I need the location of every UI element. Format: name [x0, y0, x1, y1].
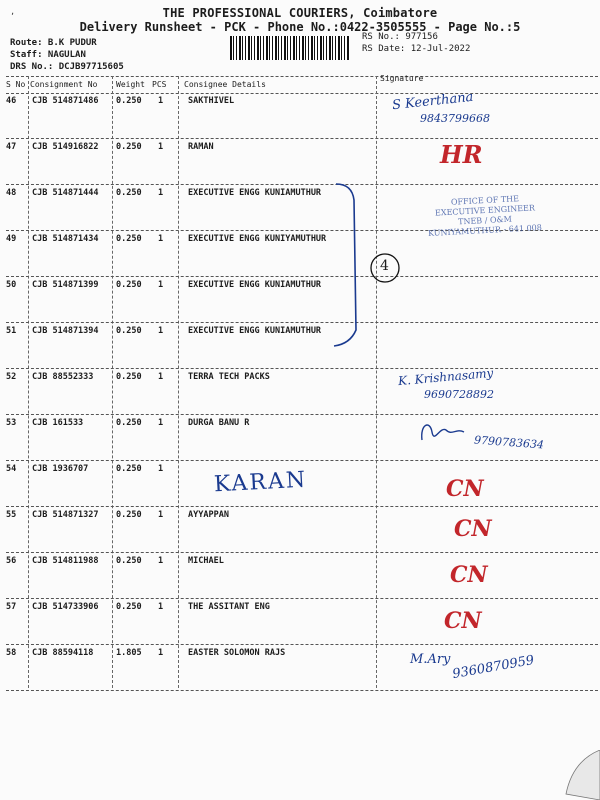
- row-consignee: DURGA BANU R: [188, 418, 250, 428]
- signature-53-scribble: [416, 414, 470, 450]
- table-row: [6, 89, 598, 139]
- signature-57: CN: [450, 562, 488, 588]
- signature-56: CN: [454, 516, 492, 542]
- stamp-line: TNEB / O&M: [457, 214, 513, 227]
- row-weight: 0.250: [116, 510, 142, 520]
- signature-58: CN: [444, 608, 482, 634]
- row-weight: 0.250: [116, 142, 142, 152]
- row-weight: 0.250: [116, 602, 142, 612]
- col-consignee: Consignee Details: [184, 80, 266, 89]
- rs-date: RS Date: 12-Jul-2022: [362, 44, 471, 54]
- col-pcs: PCS: [152, 80, 167, 89]
- row-weight: 0.250: [116, 280, 142, 290]
- row-sno: 53: [6, 418, 17, 428]
- row-weight: 0.250: [116, 418, 142, 428]
- row-pcs: 1: [158, 464, 164, 474]
- row-sno: 54: [6, 464, 17, 474]
- row-consignment: CJB 514871394: [32, 326, 99, 336]
- stamp-line: KUNIYAMUTHUR - 641 008: [427, 223, 543, 238]
- col-consignment: Consignment No: [30, 80, 98, 89]
- row-weight: 0.250: [116, 326, 142, 336]
- row-consignee: EXECUTIVE ENGG KUNIAMUTHUR: [188, 188, 322, 198]
- row-sno: 56: [6, 556, 17, 566]
- consignee-54-handwritten: KARAN: [213, 467, 308, 498]
- row-weight: 0.250: [116, 556, 142, 566]
- row-consignee: EASTER SOLOMON RAJS: [188, 648, 286, 658]
- row-consignment: CJB 514811988: [32, 556, 99, 566]
- row-consignment: CJB 514733906: [32, 602, 99, 612]
- row-pcs: 1: [158, 188, 164, 198]
- barcode: [230, 36, 350, 60]
- row-pcs: 1: [158, 234, 164, 244]
- row-sno: 47: [6, 142, 17, 152]
- row-consignment: CJB 514871327: [32, 510, 99, 520]
- signature-55: CN: [446, 476, 484, 502]
- signature-58b-phone: 9360870959: [451, 652, 536, 683]
- row-consignment: CJB 88594118: [32, 648, 94, 658]
- signature-53-phone: 9790783634: [473, 433, 545, 452]
- page-corner-fold: [560, 750, 600, 800]
- table-row: [6, 276, 598, 323]
- row-sno: 48: [6, 188, 17, 198]
- row-consignment: CJB 514871444: [32, 188, 99, 198]
- table-row: [6, 138, 598, 185]
- rs-number: RS No.: 977156: [362, 32, 438, 42]
- row-pcs: 1: [158, 418, 164, 428]
- row-consignee: RAMAN: [188, 142, 214, 152]
- table-row: [6, 598, 598, 645]
- signature-46-name: S Keerthana: [391, 89, 475, 114]
- row-weight: 0.250: [116, 372, 142, 382]
- row-sno: 58: [6, 648, 17, 658]
- row-weight: 0.250: [116, 464, 142, 474]
- stamp-line: OFFICE OF THE: [450, 194, 520, 207]
- row-weight: 1.805: [116, 648, 142, 658]
- signature-52-phone: 9690728892: [424, 388, 494, 401]
- row-consignee: MICHAEL: [188, 556, 224, 566]
- drs-number: DRS No.: DCJB97715605: [10, 62, 124, 72]
- row-pcs: 1: [158, 280, 164, 290]
- staff-label: Staff: NAGULAN: [10, 50, 86, 60]
- row-sno: 49: [6, 234, 17, 244]
- row-weight: 0.250: [116, 188, 142, 198]
- row-consignment: CJB 514916822: [32, 142, 99, 152]
- row-sno: 52: [6, 372, 17, 382]
- row-consignment: CJB 1936707: [32, 464, 89, 474]
- row-sno: 55: [6, 510, 17, 520]
- office-stamp: [410, 196, 560, 252]
- table-row: [6, 365, 598, 415]
- row-pcs: 1: [158, 96, 164, 106]
- row-weight: 0.250: [116, 234, 142, 244]
- row-pcs: 1: [158, 648, 164, 658]
- signature-46-phone: 9843799668: [420, 112, 490, 125]
- signature-47: HR: [440, 140, 483, 169]
- row-sno: 57: [6, 602, 17, 612]
- row-weight: 0.250: [116, 96, 142, 106]
- row-pcs: 1: [158, 326, 164, 336]
- col-signature: Signature: [380, 74, 424, 83]
- row-consignee: AYYAPPAN: [188, 510, 229, 520]
- row-consignee: EXECUTIVE ENGG KUNIAMUTHUR: [188, 326, 322, 336]
- col-weight: Weight: [116, 80, 145, 89]
- row-consignment: CJB 161533: [32, 418, 84, 428]
- row-sno: 46: [6, 96, 17, 106]
- row-consignee: THE ASSITANT ENG: [188, 602, 270, 612]
- margin-mark: ʼ: [10, 12, 15, 21]
- bracket-mark: [330, 180, 370, 350]
- row-pcs: 1: [158, 510, 164, 520]
- row-consignment: CJB 88552333: [32, 372, 94, 382]
- row-pcs: 1: [158, 602, 164, 612]
- row-pcs: 1: [158, 372, 164, 382]
- row-consignee: EXECUTIVE ENGG KUNIYAMUTHUR: [188, 234, 327, 244]
- stamp-line: EXECUTIVE ENGINEER: [434, 203, 536, 218]
- row-consignee: TERRA TECH PACKS: [188, 372, 270, 382]
- row-consignee: EXECUTIVE ENGG KUNIAMUTHUR: [188, 280, 322, 290]
- table-row: [6, 506, 598, 553]
- row-sno: 51: [6, 326, 17, 336]
- route-label: Route: B.K PUDUR: [10, 38, 97, 48]
- row-consignment: CJB 514871399: [32, 280, 99, 290]
- row-consignment: CJB 514871434: [32, 234, 99, 244]
- col-sno: S No: [6, 80, 26, 89]
- row-consignee: SAKTHIVEL: [188, 96, 235, 106]
- signature-58b-name: M.Ary: [410, 652, 451, 667]
- company-title: THE PROFESSIONAL COURIERS, Coimbatore: [162, 6, 438, 20]
- row-pcs: 1: [158, 556, 164, 566]
- runsheet-title: Delivery Runsheet - PCK - Phone No.:0422-3505555 - Page No.:5: [79, 20, 521, 34]
- table-row: [6, 552, 598, 599]
- table-row: [6, 322, 598, 369]
- circle-count: 4: [380, 258, 389, 274]
- row-pcs: 1: [158, 142, 164, 152]
- row-consignment: CJB 514871486: [32, 96, 99, 106]
- row-sno: 50: [6, 280, 17, 290]
- signature-52-name: K. Krishnasamy: [397, 365, 494, 389]
